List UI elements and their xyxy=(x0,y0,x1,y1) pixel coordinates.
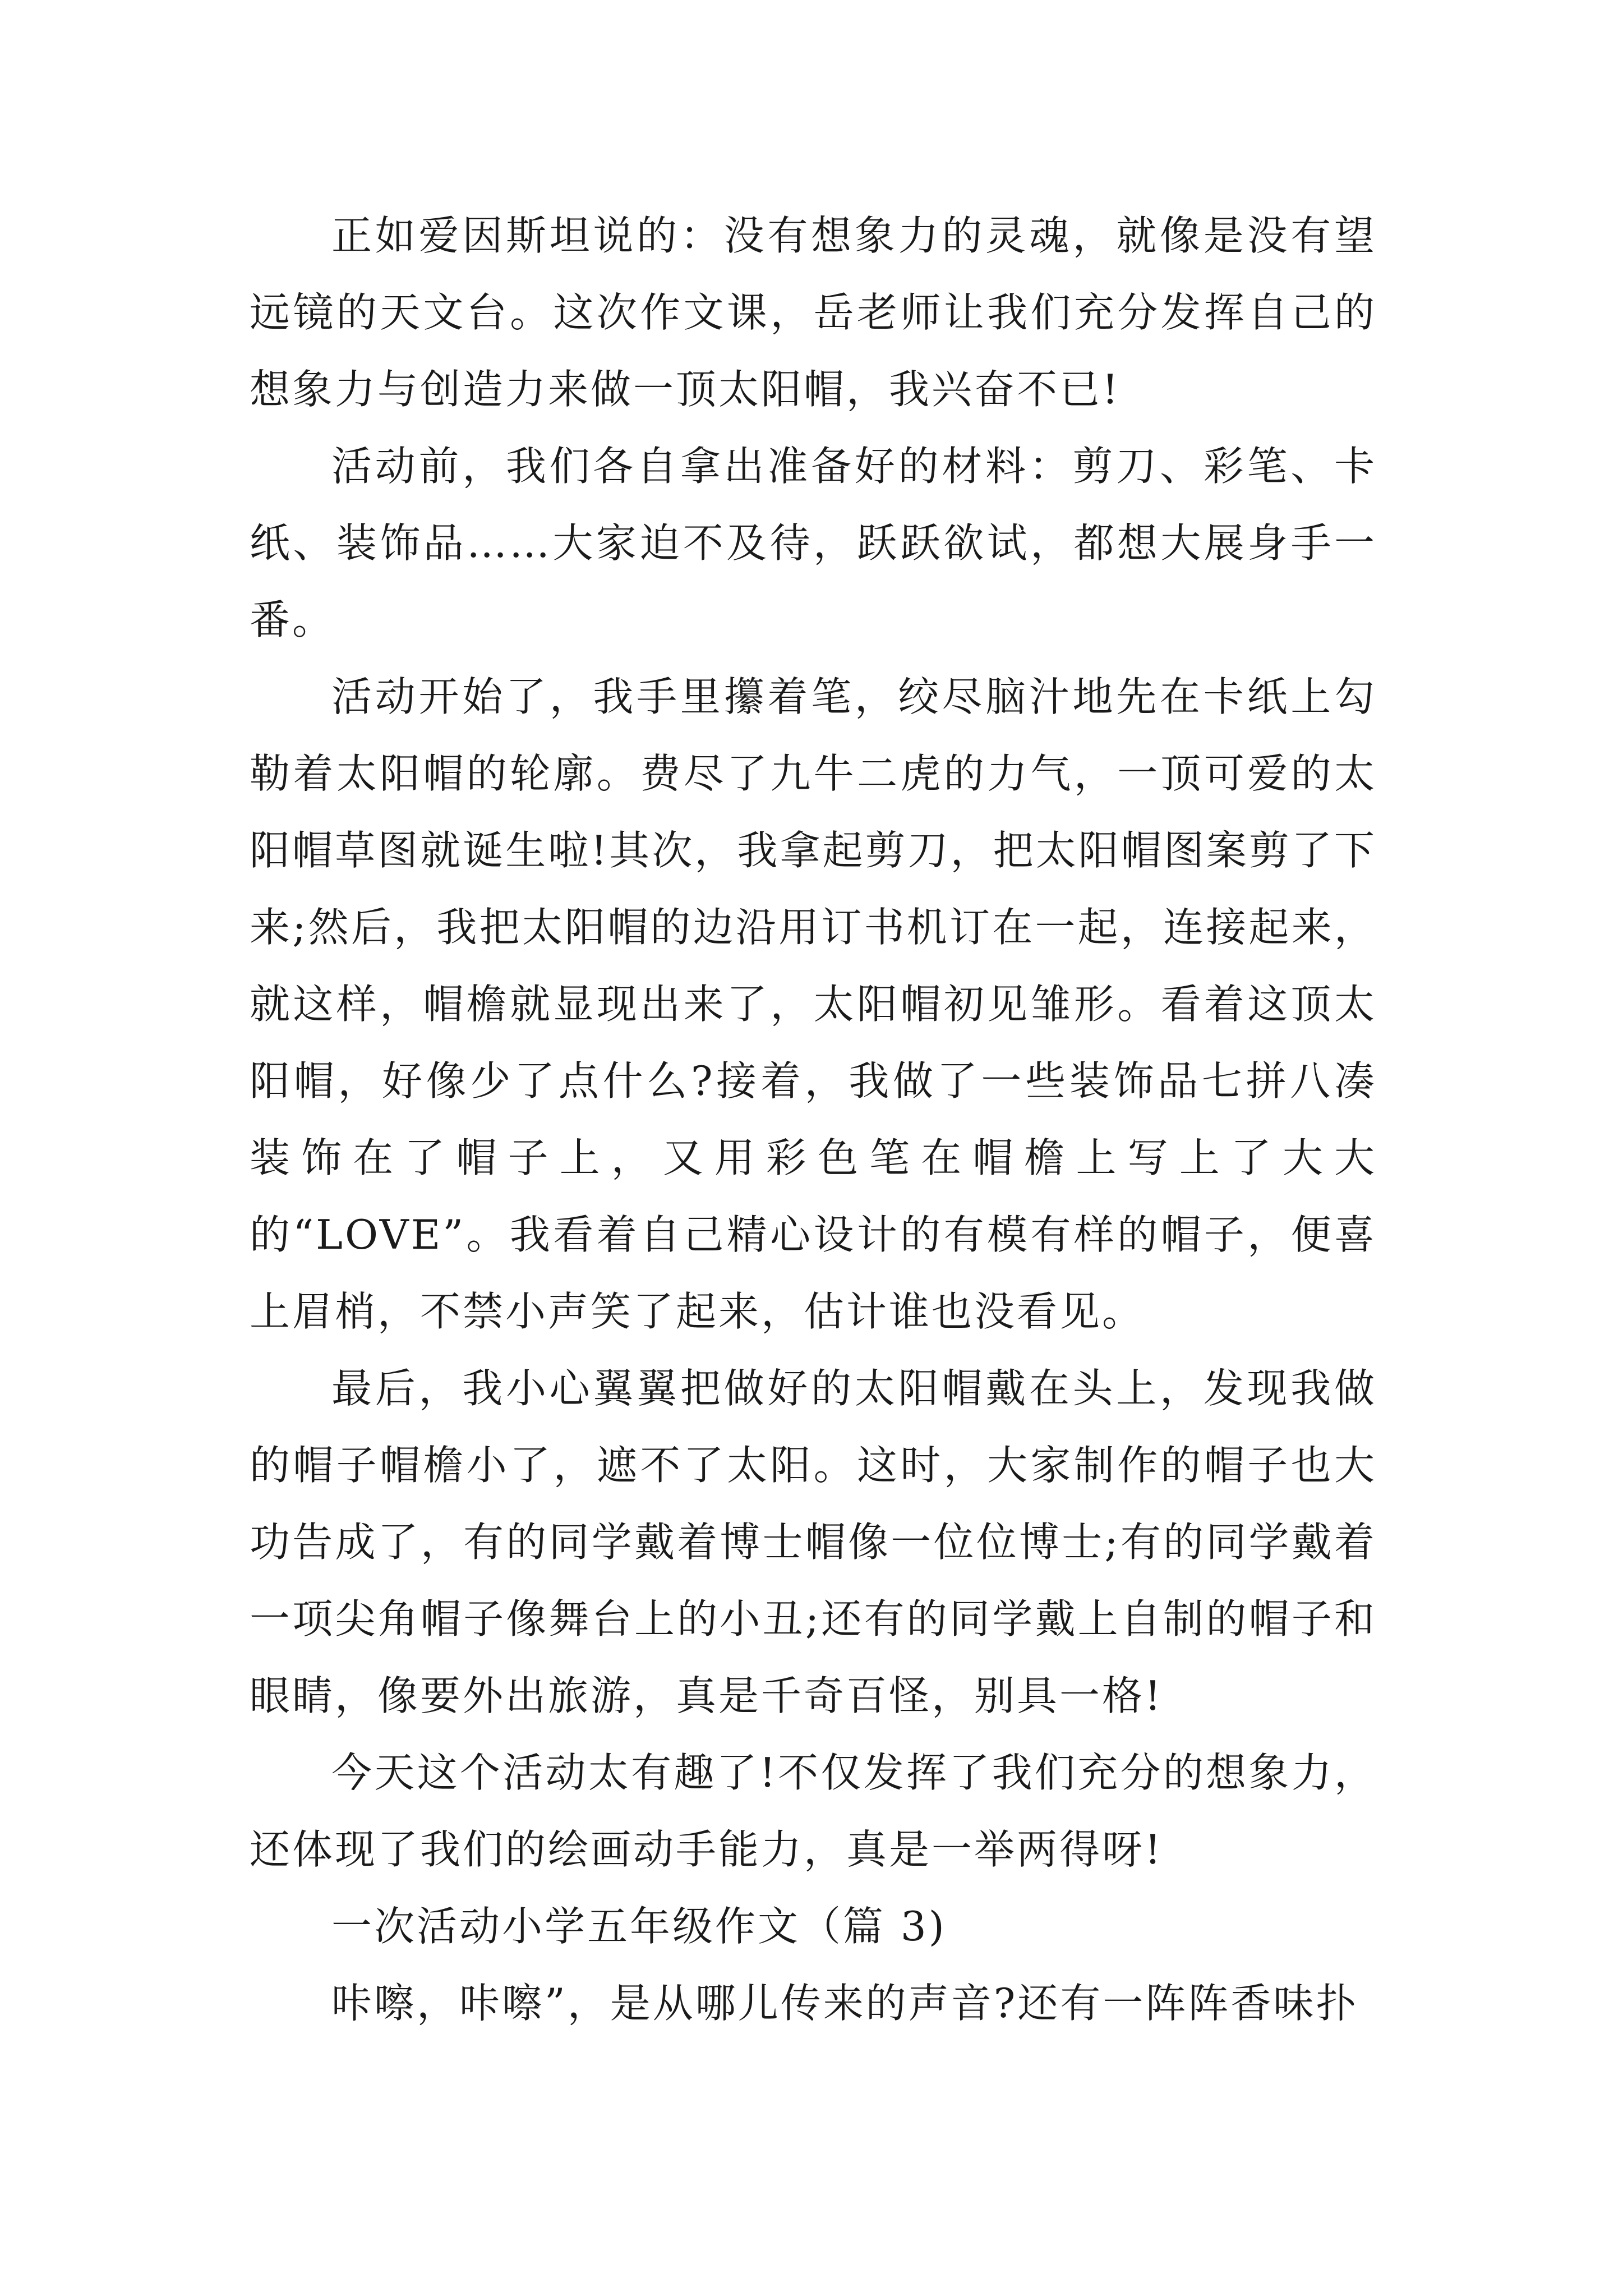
paragraph-1: 正如爱因斯坦说的：没有想象力的灵魂，就像是没有望远镜的天文台。这次作文课，岳老师让我们充分发挥自己的想象力与创造力来做一顶太阳帽，我兴奋不已! xyxy=(250,212,1377,413)
paragraph-3: 活动开始了，我手里攥着笔，绞尽脑汁地先在卡纸上勾勒着太阳帽的轮廓。费尽了九牛二虎的力气，一顶可爱的太阳帽草图就诞生啦!其次，我拿起剪刀，把太阳帽图案剪了下来;然后，我把太阳帽的边沿用订书机订在一起，连接起来，就这样，帽檐就显现出来了，太阳帽初见雏形。看着这顶太阳帽，好像少了点什么?接着，我做了一些装饰品七拼八凑装饰在了帽子上，又用彩色笔在帽檐上写上了大大的“LOVE”。我看着自己精心设计的有模有样的帽子，便喜上眉梢，不禁小声笑了起来，估计谁也没看见。 xyxy=(250,673,1377,1335)
section-heading: 一次活动小学五年级作文（篇 3) xyxy=(331,1903,947,1950)
paragraph-4: 最后，我小心翼翼把做好的太阳帽戴在头上，发现我做的帽子帽檐小了，遮不了太阳。这时，大家制作的帽子也大功告成了，有的同学戴着博士帽像一位位博士;有的同学戴着一项尖角帽子像舞台上的小丑;还有的同学戴上自制的帽子和眼睛，像要外出旅游，真是千奇百怪，别具一格! xyxy=(250,1365,1377,1719)
paragraph-6: 咔嚓，咔嚓”，是从哪儿传来的声音?还有一阵阵香味扑 xyxy=(331,1980,1359,2027)
paragraph-5: 今天这个活动太有趣了!不仅发挥了我们充分的想象力，还体现了我们的绘画动手能力，真是一举两得呀! xyxy=(250,1749,1377,1873)
paragraph-2: 活动前，我们各自拿出准备好的材料：剪刀、彩笔、卡纸、装饰品……大家迫不及待，跃跃欲试，都想大展身手一番。 xyxy=(250,443,1377,643)
document-page xyxy=(250,197,1377,2042)
